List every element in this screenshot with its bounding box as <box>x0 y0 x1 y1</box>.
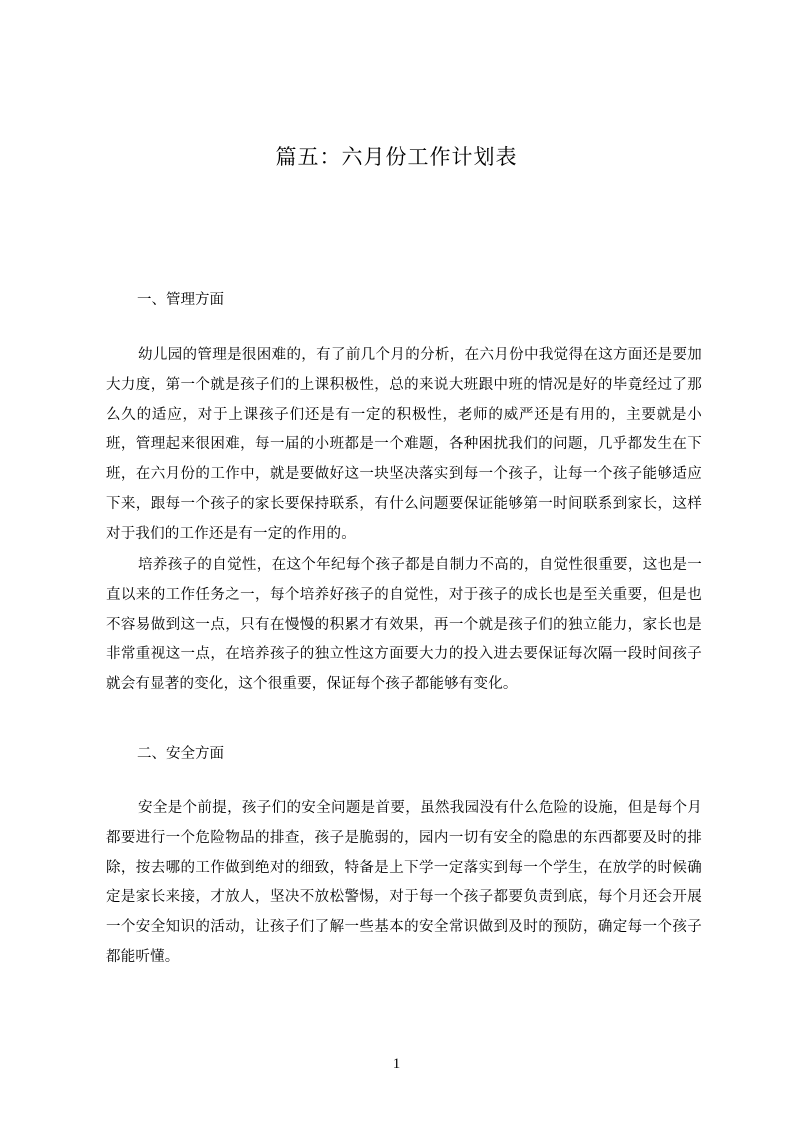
page-number: 1 <box>392 1056 401 1072</box>
paragraph-management-2: 培养孩子的自觉性，在这个年纪每个孩子都是自制力不高的，自觉性很重要，这也是一直以来的工作任务之一，每个培养好孩子的自觉性，对于孩子的成长也是至关重要，但是也不容易做到这一点，只有在慢慢的积累才有效果，再一个就是孩子们的独立能力，家长也是非常重视这一点，在培养孩子的独立性这方面要大力的投入进去要保证每次隔一段时间孩子就会有显著的变化，这个很重要，保证每个孩子都能够有变化。 <box>106 557 702 693</box>
section-heading-safety: 二、安全方面 <box>137 746 224 762</box>
paragraph-management-1: 幼儿园的管理是很困难的，有了前几个月的分析，在六月份中我觉得在这方面还是要加大力度，第一个就是孩子们的上课积极性，总的来说大班跟中班的情况是好的毕竟经过了那么久的适应，对于上课孩子们还是有一定的积极性，老师的威严还是有用的，主要就是小班，管理起来很困难，每一届的小班都是一个难题，各种困扰我们的问题，几乎都发生在下班，在六月份的工作中，就是要做好这一块坚决落实到每一个孩子，让每一个孩子能够适应下来，跟每一个孩子的家长要保持联系，有什么问题要保证能够第一时间联系到家长，这样对于我们的工作还是有一定的作用的。 <box>106 347 702 542</box>
section-heading-management: 一、管理方面 <box>137 292 224 308</box>
paragraph-safety-1: 安全是个前提，孩子们的安全问题是首要，虽然我园没有什么危险的设施，但是每个月都要进行一个危险物品的排查，孩子是脆弱的，园内一切有安全的隐患的东西都要及时的排除，按去哪的工作做到绝对的细致，特备是上下学一定落实到每一个学生，在放学的时候确定是家长来接，才放人，坚决不放松警惕，对于每一个孩子都要负责到底，每个月还会开展一个安全知识的活动，让孩子们了解一些基本的安全常识做到及时的预防，确定每一个孩子都能听懂。 <box>106 800 702 965</box>
document-title: 篇五：六月份工作计划表 <box>275 145 518 169</box>
